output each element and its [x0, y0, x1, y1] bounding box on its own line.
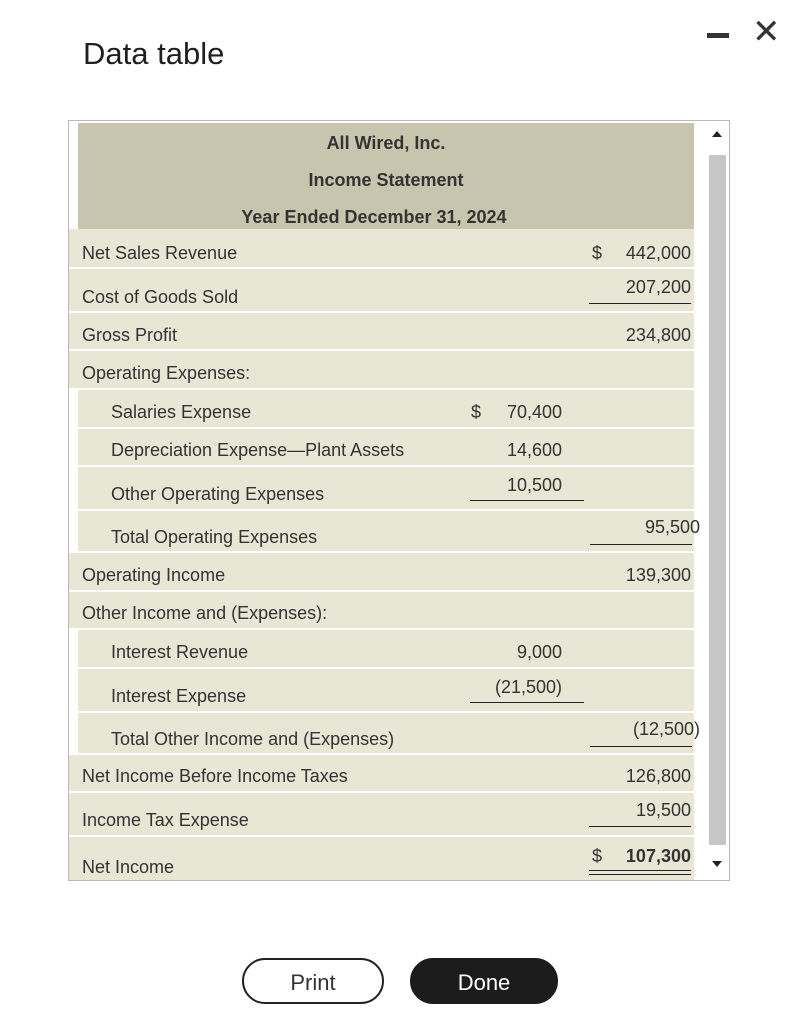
scroll-up-icon[interactable] — [712, 131, 722, 137]
table-row — [69, 351, 694, 390]
amount-total: 207,200 — [625, 277, 691, 297]
row-label: Salaries Expense — [111, 402, 252, 422]
row-label: Operating Income — [82, 565, 226, 585]
table-row — [78, 429, 694, 467]
row-label: Cost of Goods Sold — [82, 287, 239, 307]
row-label: Operating Expenses: — [82, 363, 251, 383]
dollar-sign: $ — [471, 402, 482, 422]
table-row — [69, 837, 694, 880]
amount-detail: 14,600 — [506, 440, 562, 460]
table-row — [69, 229, 694, 269]
underline — [590, 544, 692, 545]
amount-total: 19,500 — [635, 800, 691, 820]
income-statement — [69, 121, 700, 880]
table-row — [69, 755, 694, 793]
vertical-scrollbar[interactable] — [705, 121, 729, 880]
row-label: Total Other Income and (Expenses) — [111, 729, 395, 749]
amount-total: 126,800 — [625, 766, 691, 786]
underline — [589, 303, 691, 304]
data-table-frame — [68, 120, 730, 881]
row-label: Total Operating Expenses — [111, 527, 318, 547]
row-label: Net Sales Revenue — [82, 243, 238, 263]
done-button[interactable]: Done — [410, 958, 558, 1004]
statement-period: Year Ended December 31, 2024 — [241, 207, 507, 227]
underline — [470, 500, 584, 501]
amount-total: 442,000 — [625, 243, 691, 263]
print-button[interactable]: Print — [242, 958, 384, 1004]
table-row — [69, 793, 694, 837]
table-row — [78, 390, 694, 429]
amount-total: 139,300 — [625, 565, 691, 585]
underline — [590, 746, 692, 747]
table-row — [78, 630, 694, 669]
close-icon[interactable]: ✕ — [752, 13, 781, 51]
row-label: Net Income — [82, 857, 175, 877]
amount-total: 107,300 — [625, 846, 691, 866]
row-label: Interest Revenue — [111, 642, 249, 662]
row-label: Income Tax Expense — [82, 810, 249, 830]
scroll-down-icon[interactable] — [712, 861, 722, 867]
table-row — [78, 511, 700, 553]
table-row — [69, 269, 694, 313]
double-underline-top — [589, 870, 691, 871]
row-label: Net Income Before Income Taxes — [82, 766, 348, 786]
amount-detail: (21,500) — [494, 677, 562, 697]
statement-name: Income Statement — [308, 170, 464, 190]
dollar-sign: $ — [592, 846, 603, 866]
amount-total: 95,500 — [644, 517, 700, 537]
row-label: Other Operating Expenses — [111, 484, 325, 504]
table-row — [69, 313, 694, 351]
table-row — [78, 467, 694, 511]
row-label: Gross Profit — [82, 325, 178, 345]
table-row — [69, 592, 694, 630]
amount-detail: 9,000 — [516, 642, 562, 662]
double-underline-bottom — [589, 874, 691, 875]
dollar-sign: $ — [592, 243, 603, 263]
company-name: All Wired, Inc. — [326, 133, 446, 153]
amount-detail: 70,400 — [506, 402, 562, 422]
table-row — [69, 553, 694, 592]
table-row — [78, 713, 700, 755]
amount-total: 234,800 — [625, 325, 691, 345]
amount-detail: 10,500 — [506, 475, 562, 495]
row-label: Other Income and (Expenses): — [82, 603, 328, 623]
scrollbar-thumb[interactable] — [709, 155, 726, 845]
row-label: Interest Expense — [111, 686, 247, 706]
underline — [589, 826, 691, 827]
amount-total: (12,500) — [632, 719, 700, 739]
row-label: Depreciation Expense—Plant Assets — [111, 440, 405, 460]
underline — [470, 702, 584, 703]
table-row — [78, 669, 694, 713]
statement-header — [78, 123, 694, 229]
dialog-title: Data table — [83, 36, 225, 71]
minimize-icon[interactable] — [707, 33, 729, 38]
